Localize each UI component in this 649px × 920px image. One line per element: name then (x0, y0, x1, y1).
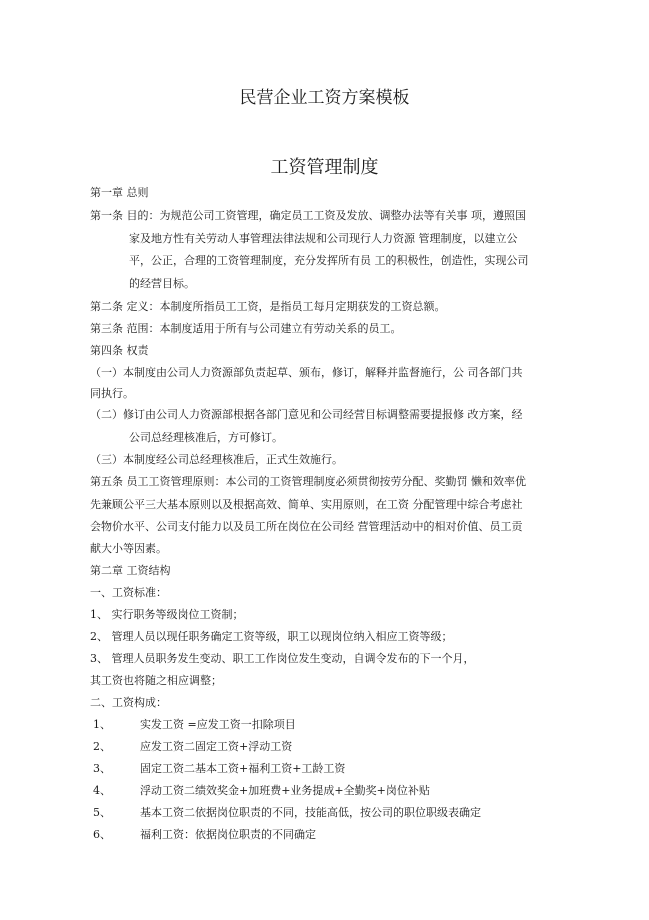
paragraph-line: 先兼顾公平三大基本原则以及根据高效、简单、实用原则，在工资 分配管理中综合考虑社 (90, 498, 523, 511)
paragraph-line: 1、 实行职务等级岗位工资制； (90, 608, 244, 621)
paragraph-line: 平，公正，合理的工资管理制度，充分发挥所有员 工的积极性，创造性，实现公司 (129, 254, 529, 267)
document-title: 民营企业工资方案模板 (239, 88, 410, 108)
list-item-text: 基本工资二依据岗位职责的不同，技能高低，按公司的职位职级表确定 (140, 806, 481, 819)
paragraph-line: 2、 管理人员以现任职务确定工资等级，职工以现岗位纳入相应工资等级； (90, 630, 453, 643)
paragraph-line: 第二条 定义：本制度所指员工工资，是指员工每月定期获发的工资总额。 (90, 300, 446, 313)
paragraph-line: 会物价水平、公司支付能力以及员工所在岗位在公司经 营管理活动中的相对价值、员工贡 (90, 520, 523, 533)
list-item-number: 6、 (93, 828, 111, 841)
list-item-text: 浮动工资二绩效奖金+加班费+业务提成+全勤奖+岗位补贴 (140, 784, 430, 797)
list-item-text: 应发工资二固定工资+浮动工资 (140, 740, 293, 753)
list-item-text: 实发工资 =应发工资一扣除项目 (140, 718, 296, 731)
chapter-heading: 第二章 工资结构 (90, 564, 171, 577)
paragraph-line: 二、工资构成： (90, 696, 167, 709)
paragraph-line: 公司总经理核准后，方可修订。 (129, 431, 283, 444)
paragraph-line: 3、 管理人员职务发生变动、职工工作岗位发生变动，自调令发布的下一个月， (90, 652, 475, 665)
paragraph-line: （一）本制度由公司人力资源部负责起草、颁布，修订，解释并监督施行，公 司各部门共 (90, 366, 523, 379)
paragraph-line: 第四条 权责 (90, 344, 149, 357)
list-item-number: 5、 (93, 806, 111, 819)
paragraph-line: 其工资也将随之相应调整； (90, 674, 222, 687)
list-item-text: 福利工资：依据岗位职责的不同确定 (140, 828, 316, 841)
paragraph-line: 家及地方性有关劳动人事管理法律法规和公司现行人力资源 管理制度，以建立公 (129, 232, 518, 245)
paragraph-line: 一、工资标准： (90, 586, 167, 599)
list-item-text: 固定工资二基本工资+福利工资+工龄工资 (140, 762, 346, 775)
paragraph-line: 同执行。 (90, 387, 134, 400)
section-title: 工资管理制度 (270, 157, 379, 178)
chapter-heading: 第一章 总则 (90, 186, 149, 199)
list-item-number: 3、 (93, 762, 111, 775)
paragraph-line: 第三条 范围：本制度适用于所有与公司建立有劳动关系的员工。 (90, 322, 402, 335)
paragraph-line: （二）修订由公司人力资源部根据各部门意见和公司经营目标调整需要提报修 改方案，经 (90, 408, 523, 421)
list-item-number: 2、 (93, 740, 111, 753)
paragraph-line: （三）本制度经公司总经理核准后，正式生效施行。 (90, 453, 343, 466)
list-item-number: 4、 (93, 784, 111, 797)
paragraph-line: 第五条 员工工资管理原则：本公司的工资管理制度必须贯彻按劳分配、奖勤罚 懒和效率优 (90, 475, 526, 488)
paragraph-line: 献大小等因素。 (90, 542, 167, 555)
paragraph-line: 的经营目标。 (129, 277, 195, 290)
paragraph-line: 第一条 目的：为规范公司工资管理，确定员工工资及发放、调整办法等有关事 项，遵照国 (90, 209, 526, 222)
list-item-number: 1、 (93, 718, 111, 731)
